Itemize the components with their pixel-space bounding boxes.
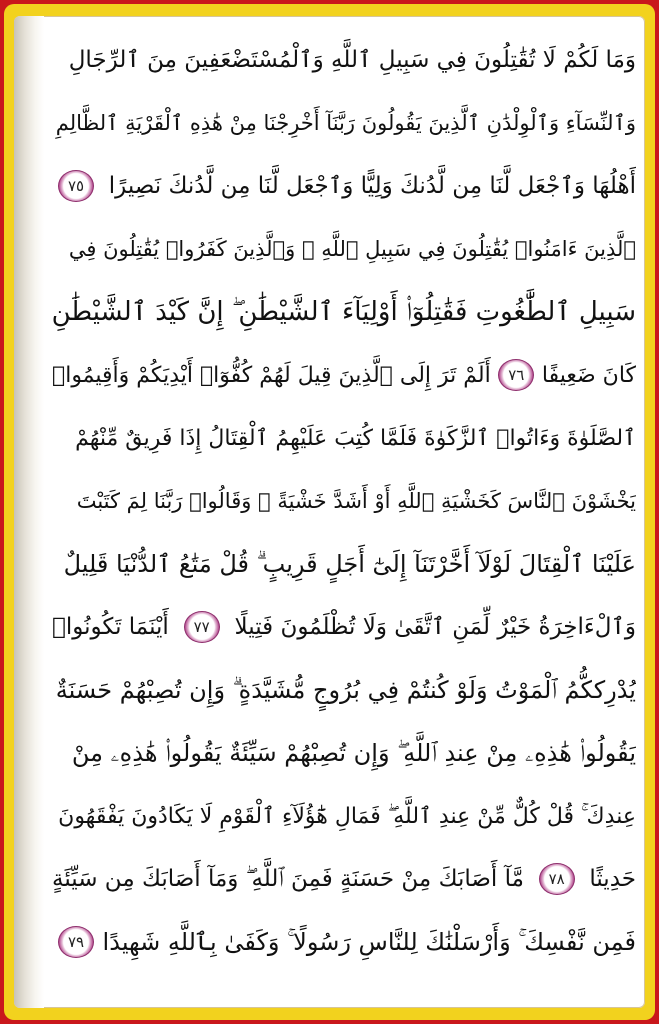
text-line-13 bbox=[52, 786, 636, 846]
line-text: أَهْلُهَا وَٱجْعَل لَّنَا مِن لَّدُنكَ وَلِيًّا وَٱجْعَل لَّنَا مِن لَّدُنكَ نَصِيرًا bbox=[108, 173, 636, 199]
verse-end-marker: ٧٨ bbox=[539, 863, 575, 895]
line-text: كَانَ ضَعِيفًا bbox=[541, 362, 636, 388]
line-text: ٱلصَّلَوٰةَ وَءَاتُوا۟ ٱلزَّكَوٰةَ فَلَمَّا كُتِبَ عَلَيْهِمُ ٱلْقِتَالُ إِذَا فَرِيقٌ مِّنْهُمْ bbox=[75, 425, 636, 451]
text-line-10 bbox=[52, 597, 636, 657]
mushaf-page bbox=[14, 16, 645, 1008]
line-text: عَلَيْنَا ٱلْقِتَالَ لَوْلَآ أَخَّرْتَنَآ إِلَىٰٓ أَجَلٍ قَرِيبٍ ۗ قُلْ مَتَٰعُ ٱلدُّنْيَا قَلِيلٌ bbox=[63, 550, 636, 578]
line-text: يَخْشَوْنَ ٱلنَّاسَ كَخَشْيَةِ ٱللَّهِ أَوْ أَشَدَّ خَشْيَةً ۚ وَقَالُوا۟ رَبَّنَا لِمَ كَتَبْتَ bbox=[76, 489, 636, 513]
text-line-14 bbox=[52, 849, 636, 909]
verse-lines bbox=[52, 30, 636, 998]
line-text: وَٱلْءَاخِرَةُ خَيْرٌ لِّمَنِ ٱتَّقَىٰ وَلَا تُظْلَمُونَ فَتِيلًا bbox=[234, 614, 636, 640]
line-text: أَيْنَمَا تَكُونُوا۟ bbox=[52, 614, 169, 640]
text-line-2 bbox=[52, 93, 636, 153]
line-text: أَلَمْ تَرَ إِلَى ٱلَّذِينَ قِيلَ لَهُمْ كُفُّوٓا۟ أَيْدِيَكُمْ وَأَقِيمُوا۟ bbox=[52, 362, 491, 388]
line-text: ٱلَّذِينَ ءَامَنُوا۟ يُقَٰتِلُونَ فِي سَبِيلِ ٱللَّهِ ۖ وَٱلَّذِينَ كَفَرُوا۟ يُقَٰتِلُونَ فِي bbox=[68, 237, 636, 261]
text-line-7 bbox=[52, 408, 636, 468]
text-line-3 bbox=[52, 156, 636, 216]
text-line-12 bbox=[52, 723, 636, 783]
text-line-15 bbox=[52, 912, 636, 972]
line-text: يُدْرِككُّمُ ٱلْمَوْتُ وَلَوْ كُنتُمْ فِي بُرُوجٍ مُّشَيَّدَةٍ ۗ وَإِن تُصِبْهُمْ حَسَنَةٌ bbox=[55, 676, 636, 704]
verse-end-marker: ٧٥ bbox=[58, 170, 94, 202]
page-frame bbox=[4, 4, 655, 1020]
line-text: وَٱلنِّسَآءِ وَٱلْوِلْدَٰنِ ٱلَّذِينَ يَقُولُونَ رَبَّنَآ أَخْرِجْنَا مِنْ هَٰذِهِ ٱلْقَرْيَةِ ٱلظَّالِمِ bbox=[55, 111, 636, 135]
verse-end-marker: ٧٦ bbox=[498, 359, 534, 391]
text-line-6 bbox=[52, 345, 636, 405]
text-line-9 bbox=[52, 534, 636, 594]
line-text: حَدِيثًا bbox=[589, 866, 636, 892]
page-binding-shadow bbox=[14, 16, 44, 1008]
verse-end-marker: ٧٩ bbox=[58, 926, 94, 958]
verse-end-marker: ٧٧ bbox=[184, 611, 220, 643]
line-text: عِندِكَ ۚ قُلْ كُلٌّ مِّنْ عِندِ ٱللَّهِ ۖ فَمَالِ هَٰٓؤُلَآءِ ٱلْقَوْمِ لَا يَكَادُونَ يَفْقَهُونَ bbox=[58, 803, 636, 829]
line-text: فَمِن نَّفْسِكَ ۚ وَأَرْسَلْنَٰكَ لِلنَّاسِ رَسُولًا ۚ وَكَفَىٰ بِٱللَّهِ شَهِيدًا bbox=[102, 928, 636, 956]
text-line-4 bbox=[52, 219, 636, 279]
line-text: مَّآ أَصَابَكَ مِنْ حَسَنَةٍ فَمِنَ ٱللَّهِ ۖ وَمَآ أَصَابَكَ مِن سَيِّئَةٍ bbox=[52, 866, 524, 892]
text-line-8 bbox=[52, 471, 636, 531]
text-line-11 bbox=[52, 660, 636, 720]
line-text: سَبِيلِ ٱلطَّٰغُوتِ فَقَٰتِلُوٓا۟ أَوْلِيَآءَ ٱلشَّيْطَٰنِ ۖ إِنَّ كَيْدَ ٱلشَّيْطَٰنِ bbox=[52, 296, 636, 327]
text-line-5 bbox=[52, 282, 636, 342]
line-text: يَقُولُوا۟ هَٰذِهِۦ مِنْ عِندِ ٱللَّهِ ۖ وَإِن تُصِبْهُمْ سَيِّئَةٌ يَقُولُوا۟ هَٰذِهِۦ مِنْ bbox=[71, 739, 636, 767]
line-text: وَمَا لَكُمْ لَا تُقَٰتِلُونَ فِي سَبِيلِ ٱللَّهِ وَٱلْمُسْتَضْعَفِينَ مِنَ ٱلرِّجَالِ bbox=[68, 47, 636, 73]
text-line-1 bbox=[52, 30, 636, 90]
